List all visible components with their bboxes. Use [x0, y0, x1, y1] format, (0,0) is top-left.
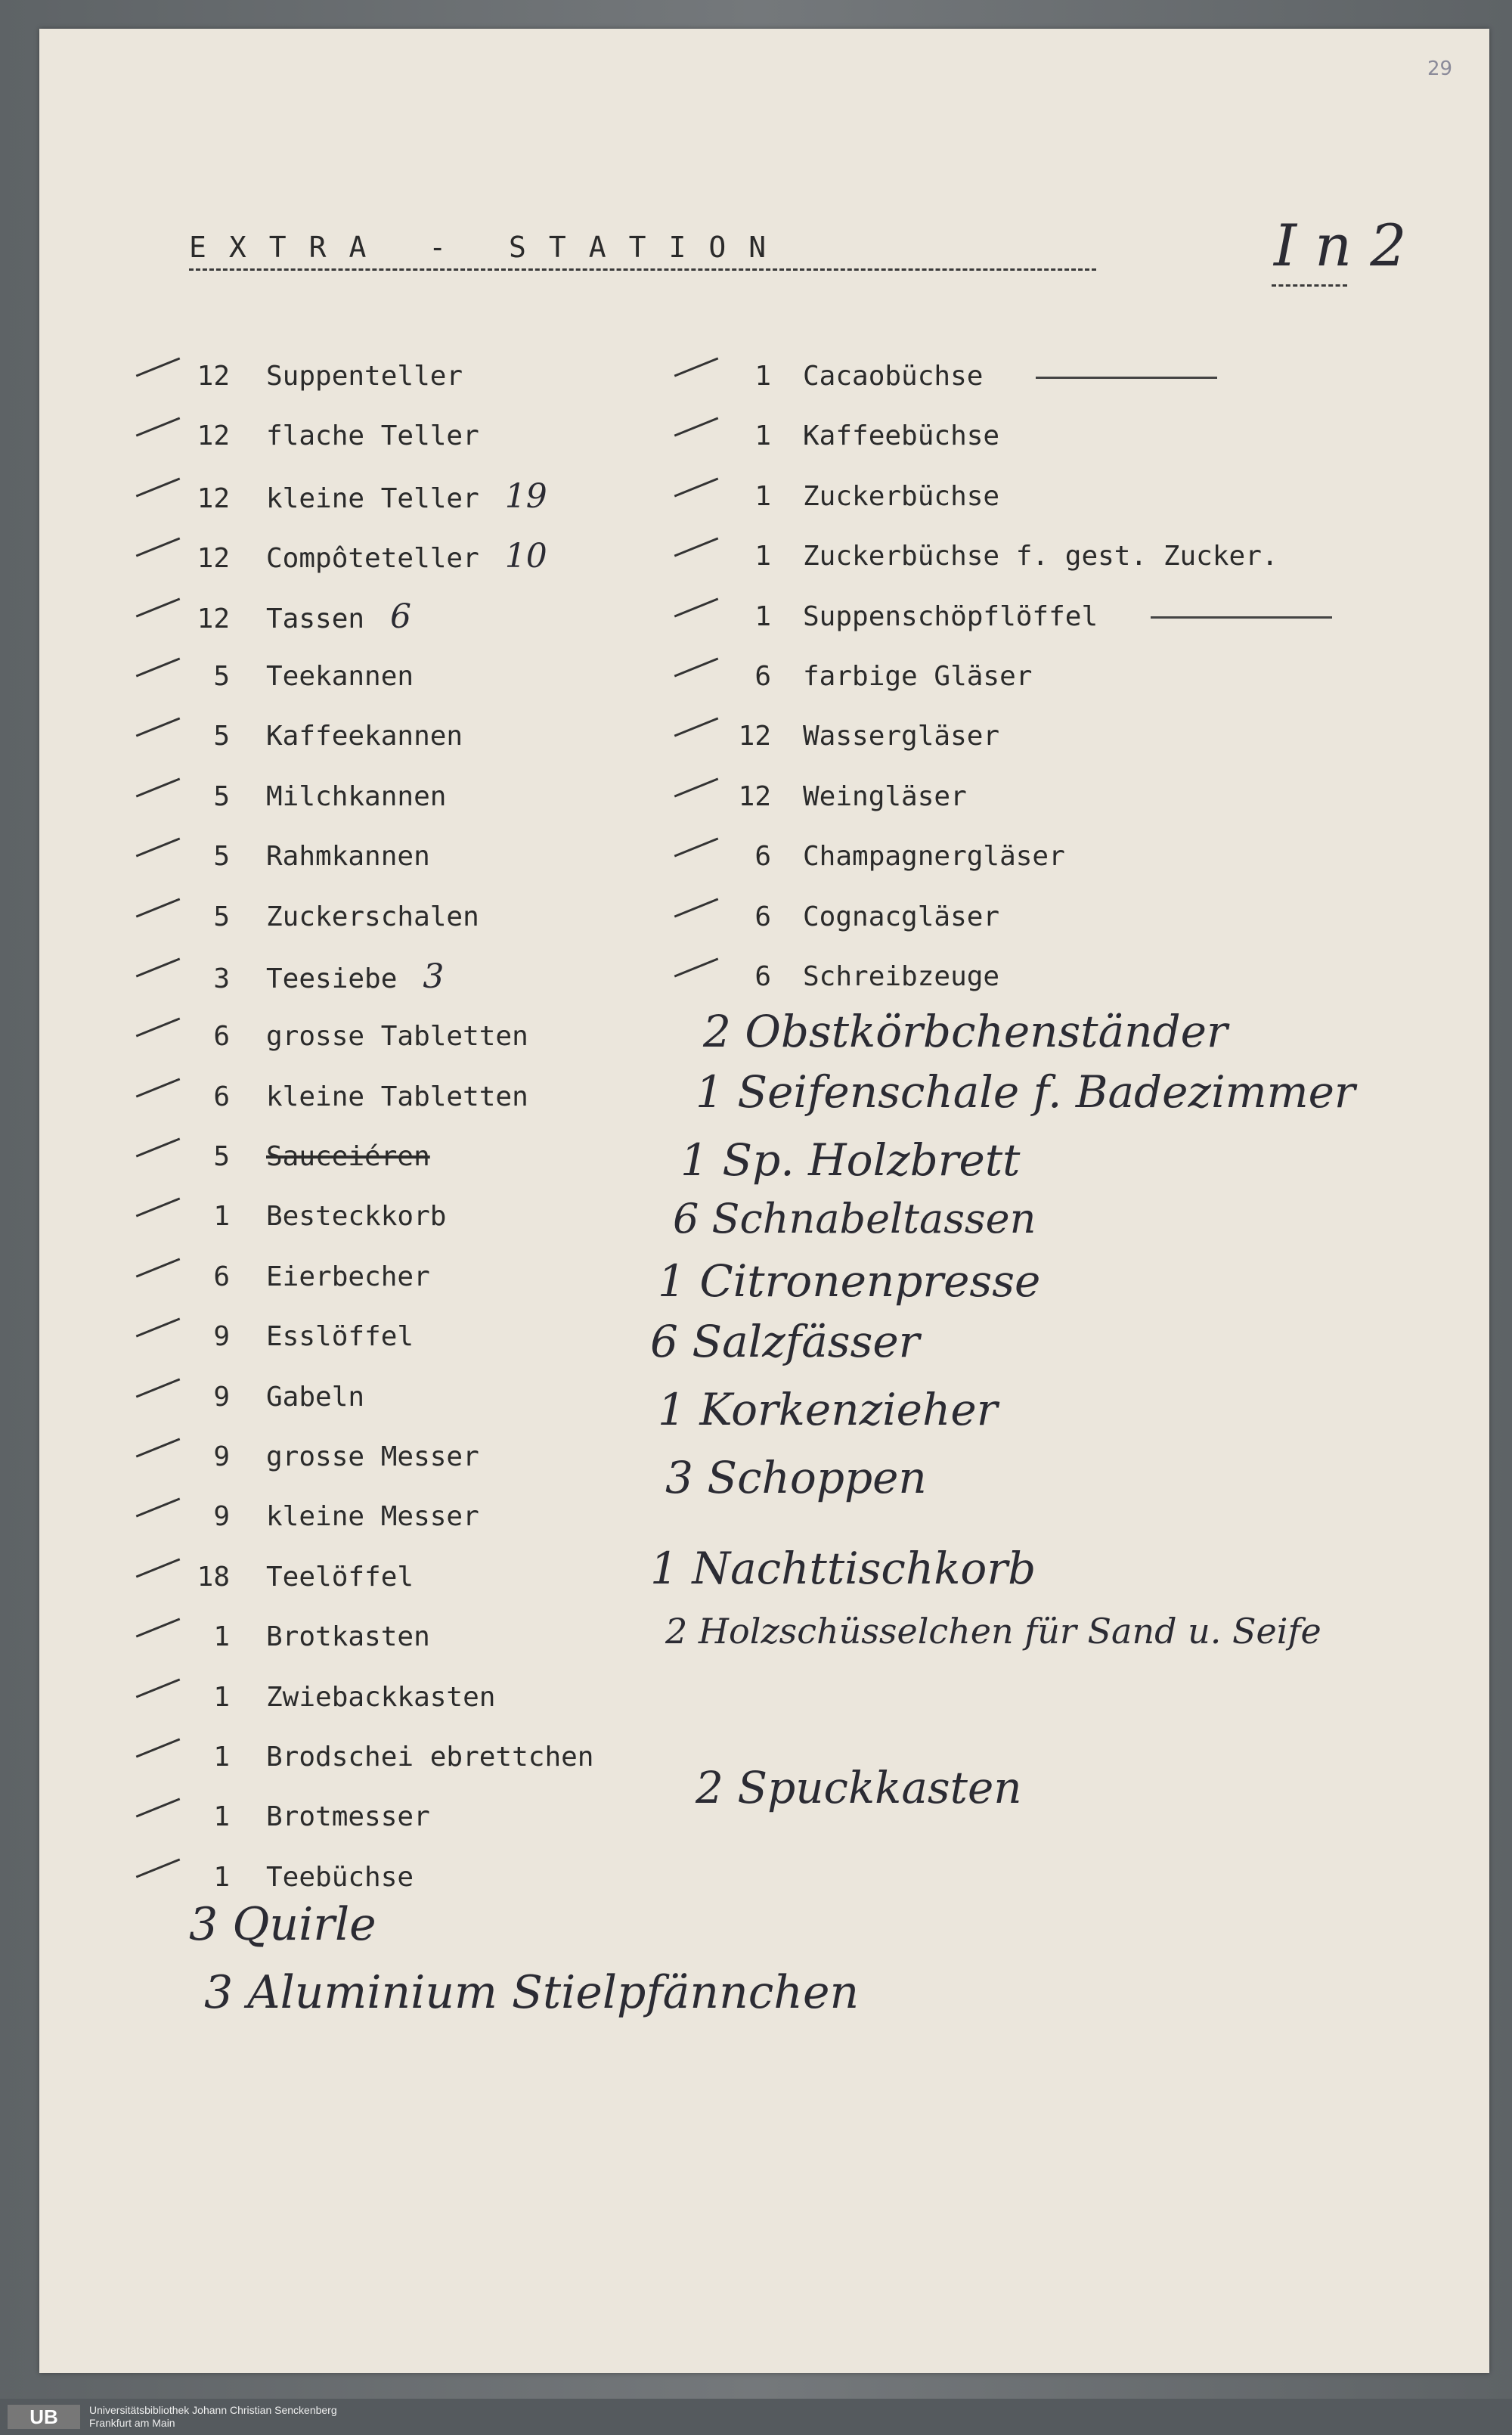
- item-name: Brodschei ebrettchen: [266, 1741, 594, 1773]
- item-quantity: 3: [213, 963, 230, 994]
- footer-text: [89, 2404, 337, 2430]
- item-quantity: 1: [754, 361, 771, 392]
- list-item: [174, 1494, 593, 1554]
- item-quantity: 9: [213, 1381, 230, 1413]
- item-quantity: 6: [754, 960, 771, 992]
- item-quantity: 1: [213, 1681, 230, 1713]
- list-item: [174, 1375, 593, 1435]
- handwritten-entry: 6 Schnabeltassen: [673, 1195, 1036, 1242]
- item-quantity: 1: [754, 600, 771, 632]
- list-item: [174, 714, 593, 774]
- item-quantity: 1: [213, 1741, 230, 1773]
- list-item: [174, 654, 593, 714]
- list-item: [726, 474, 1332, 534]
- item-quantity: 1: [213, 1201, 230, 1233]
- list-item: [174, 414, 593, 473]
- list-item: [174, 1314, 593, 1374]
- item-name: Eierbecher: [266, 1261, 430, 1292]
- list-item: [174, 1194, 593, 1254]
- item-quantity: 5: [213, 841, 230, 873]
- item-quantity: 6: [213, 1261, 230, 1292]
- handwritten-entry: 2 Holzschüsselchen für Sand u. Seife: [665, 1611, 1321, 1652]
- item-name: kleine Tabletten: [266, 1081, 528, 1112]
- item-name: farbige Gläser: [803, 660, 1033, 692]
- item-quantity: 1: [213, 1801, 230, 1833]
- handwritten-entry: 1 Nachttischkorb: [650, 1543, 1036, 1594]
- list-item: [174, 895, 593, 954]
- handwritten-section-note: I n 2: [1274, 212, 1407, 279]
- list-item: [174, 1555, 593, 1615]
- item-name: grosse Tabletten: [266, 1021, 528, 1053]
- list-item: [174, 774, 593, 834]
- list-item: [174, 1435, 593, 1494]
- item-name: kleine Teller: [266, 482, 479, 514]
- handwritten-entry: 1 Korkenzieher: [658, 1384, 998, 1435]
- item-quantity: 12: [738, 721, 771, 752]
- item-quantity: 12: [197, 603, 230, 634]
- item-quantity: 9: [213, 1441, 230, 1473]
- handwritten-count: 3: [423, 957, 445, 996]
- footer-line-1: Universitätsbibliothek Johann Christian Senckenberg: [89, 2404, 337, 2416]
- item-name: Cognacgläser: [803, 901, 1000, 932]
- item-quantity: 6: [213, 1081, 230, 1112]
- list-item: [174, 1014, 593, 1074]
- list-item: [174, 594, 593, 654]
- item-name: flache Teller: [266, 420, 479, 452]
- section-note-underline: [1272, 284, 1347, 287]
- item-name: Sauceiéren: [266, 1141, 430, 1173]
- list-item: [726, 714, 1332, 774]
- handwritten-entry: 3 Quirle: [189, 1898, 376, 1951]
- item-quantity: 18: [197, 1561, 230, 1593]
- item-quantity: 1: [754, 480, 771, 512]
- list-item: [726, 354, 1332, 414]
- title-underline: [189, 268, 1096, 271]
- item-quantity: 5: [213, 901, 230, 932]
- list-item: [726, 654, 1332, 714]
- pen-line: [1036, 377, 1217, 379]
- item-quantity: 6: [754, 901, 771, 932]
- item-name: Kaffeebüchse: [803, 420, 1000, 452]
- title-block: [189, 231, 1096, 271]
- item-quantity: 1: [754, 420, 771, 452]
- item-quantity: 1: [213, 1861, 230, 1893]
- handwritten-entry: 3 Aluminium Stielpfännchen: [204, 1966, 860, 2019]
- item-name: Teelöffel: [266, 1561, 414, 1593]
- item-name: Suppenteller: [266, 361, 463, 392]
- item-name: Gabeln: [266, 1381, 365, 1413]
- item-name: Esslöffel: [266, 1321, 414, 1353]
- handwritten-count: 19: [504, 476, 547, 516]
- item-name: Milchkannen: [266, 780, 447, 812]
- handwritten-count: 10: [504, 537, 547, 576]
- item-quantity: 6: [754, 841, 771, 873]
- item-name: Brotmesser: [266, 1801, 430, 1833]
- page-number: 29: [1427, 57, 1453, 80]
- list-item: [174, 1134, 593, 1194]
- item-name: grosse Messer: [266, 1441, 479, 1473]
- list-item: [174, 1675, 593, 1735]
- list-item: [174, 534, 593, 594]
- item-name: Wassergläser: [803, 721, 1000, 752]
- list-item: [726, 594, 1332, 654]
- library-footer: [0, 2399, 1512, 2435]
- item-quantity: 1: [754, 541, 771, 572]
- handwritten-entry: 6 Salzfässer: [650, 1316, 920, 1367]
- item-name: Besteckkorb: [266, 1201, 447, 1233]
- item-name: Weingläser: [803, 780, 967, 812]
- ub-logo: UB: [8, 2405, 80, 2429]
- item-name: Tassen: [266, 603, 365, 634]
- list-item: [726, 414, 1332, 473]
- item-quantity: 1: [213, 1621, 230, 1653]
- item-name: Cacaobüchse: [803, 361, 984, 392]
- list-item: [174, 834, 593, 894]
- list-item: [726, 534, 1332, 594]
- item-quantity: 5: [213, 660, 230, 692]
- item-quantity: 9: [213, 1501, 230, 1533]
- item-name: Champagnergläser: [803, 841, 1065, 873]
- footer-line-2: Frankfurt am Main: [89, 2417, 175, 2429]
- list-item: [174, 1255, 593, 1314]
- handwritten-entry: 3 Schoppen: [665, 1452, 927, 1503]
- item-name: Zuckerbüchse f. gest. Zucker.: [803, 541, 1278, 572]
- item-quantity: 6: [213, 1021, 230, 1053]
- item-name: Kaffeekannen: [266, 721, 463, 752]
- item-name: Zwiebackkasten: [266, 1681, 496, 1713]
- item-name: Zuckerbüchse: [803, 480, 1000, 512]
- handwritten-entry: 1 Citronenpresse: [658, 1255, 1041, 1307]
- item-name: Zuckerschalen: [266, 901, 479, 932]
- pen-line: [1151, 616, 1332, 619]
- item-quantity: 12: [197, 482, 230, 514]
- handwritten-entry: 2 Spuckkasten: [696, 1762, 1022, 1813]
- list-item: [174, 1615, 593, 1674]
- item-name: Brotkasten: [266, 1621, 430, 1653]
- page-title: EXTRA - STATION: [189, 231, 789, 264]
- item-name: Teesiebe: [266, 963, 398, 994]
- item-name: Teekannen: [266, 660, 414, 692]
- item-name: Compôteteller: [266, 543, 479, 575]
- right-inventory-column: [726, 354, 1332, 1014]
- list-item: [726, 834, 1332, 894]
- item-quantity: 6: [754, 660, 771, 692]
- item-name: Teebüchse: [266, 1861, 414, 1893]
- list-item: [174, 954, 593, 1014]
- item-name: Rahmkannen: [266, 841, 430, 873]
- item-name: Suppenschöpflöffel: [803, 600, 1098, 632]
- list-item: [726, 774, 1332, 834]
- list-item: [726, 895, 1332, 954]
- list-item: [174, 474, 593, 534]
- item-quantity: 12: [197, 420, 230, 452]
- handwritten-entry: 1 Sp. Holzbrett: [680, 1134, 1021, 1186]
- list-item: [174, 354, 593, 414]
- item-name: kleine Messer: [266, 1501, 479, 1533]
- left-inventory-column: [174, 354, 593, 1915]
- item-quantity: 5: [213, 1141, 230, 1173]
- item-quantity: 12: [738, 780, 771, 812]
- item-quantity: 5: [213, 721, 230, 752]
- list-item: [174, 1794, 593, 1854]
- item-quantity: 9: [213, 1321, 230, 1353]
- handwritten-entry: 2 Obstkörbchenständer: [703, 1006, 1228, 1057]
- handwritten-count: 6: [390, 597, 412, 636]
- item-quantity: 5: [213, 780, 230, 812]
- list-item: [174, 1075, 593, 1134]
- item-name: Schreibzeuge: [803, 960, 1000, 992]
- item-quantity: 12: [197, 361, 230, 392]
- item-quantity: 12: [197, 543, 230, 575]
- list-item: [174, 1735, 593, 1794]
- handwritten-entry: 1 Seifenschale f. Badezimmer: [696, 1066, 1356, 1118]
